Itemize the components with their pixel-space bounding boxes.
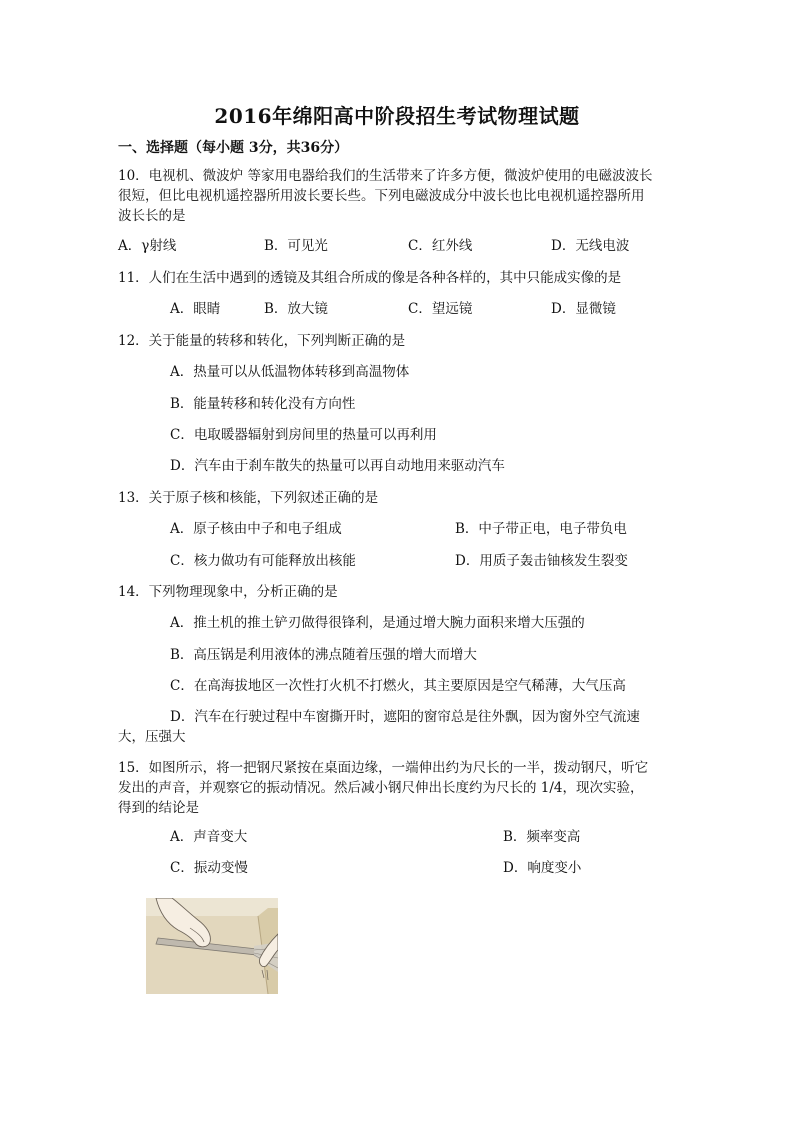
q13-option-c: C．核力做功有可能释放出核能 (170, 553, 356, 569)
page-title: 2016年绵阳高中阶段招生考试物理试题 (214, 104, 580, 128)
q10-option-c: C．红外线 (408, 238, 473, 254)
q11-option-b: B．放大镜 (264, 301, 328, 317)
q13-option-a: A．原子核由中子和电子组成 (170, 521, 342, 537)
q12-option-c: C．电取暖器辐射到房间里的热量可以再利用 (170, 427, 437, 443)
q11-stem: 11．人们在生活中遇到的透镜及其组合所成的像是各种各样的，其中只能成实像的是 (118, 270, 622, 286)
q15-option-d: D．响度变小 (503, 860, 582, 876)
q13-option-d: D．用质子轰击铀核发生裂变 (455, 553, 628, 569)
table-surface (146, 916, 268, 994)
q10-stem-line-3: 波长长的是 (118, 208, 186, 224)
q10-option-a: A．γ射线 (118, 238, 177, 254)
q10-option-d: D．无线电波 (551, 238, 630, 254)
ruler-vibration-illustration (146, 898, 278, 994)
q15-option-b: B．频率变高 (503, 829, 581, 845)
section-heading: 一、选择题（每小题 3分，共36分） (118, 140, 349, 156)
q14-option-b: B．高压锅是利用液体的沸点随着压强的增大而增大 (170, 647, 477, 663)
q10-option-b: B．可见光 (264, 238, 328, 254)
q12-option-a: A．热量可以从低温物体转移到高温物体 (170, 364, 410, 380)
q14-stem: 14．下列物理现象中，分析正确的是 (118, 584, 338, 600)
q14-option-c: C．在高海拔地区一次性打火机不打燃火，其主要原因是空气稀薄，大气压高 (170, 678, 626, 694)
q15-stem-line-3: 得到的结论是 (118, 800, 199, 816)
q12-stem: 12．关于能量的转移和转化，下列判断正确的是 (118, 333, 406, 349)
q10-stem-line-1: 10．电视机、微波炉 等家用电器给我们的生活带来了许多方便，微波炉使用的电磁波波长 (118, 168, 653, 184)
q11-option-c: C．望远镜 (408, 301, 473, 317)
q15-option-a: A．声音变大 (170, 829, 248, 845)
q13-option-b: B．中子带正电，电子带负电 (455, 521, 627, 537)
q14-option-d: D．汽车在行驶过程中车窗撕开时，遮阳的窗帘总是往外飘，因为窗外空气流速 (170, 709, 640, 725)
q12-option-b: B．能量转移和转化没有方向性 (170, 396, 356, 412)
q12-option-d: D．汽车由于刹车散失的热量可以再自动地用来驱动汽车 (170, 458, 505, 474)
q15-option-c: C．振动变慢 (170, 860, 248, 876)
q13-stem: 13．关于原子核和核能，下列叙述正确的是 (118, 490, 379, 506)
q15-stem-line-1: 15．如图所示，将一把钢尺紧按在桌面边缘，一端伸出约为尺长的一半，拨动钢尺，听它 (118, 760, 649, 776)
q14-option-d-continuation: 大，压强大 (118, 729, 186, 745)
q11-option-a: A．眼睛 (170, 301, 221, 317)
q15-stem-line-2: 发出的声音，并观察它的振动情况。然后减小钢尺伸出长度约为尺长的 1/4，现次实验， (118, 780, 644, 796)
q11-option-d: D．显微镜 (551, 301, 616, 317)
q10-stem-line-2: 很短，但比电视机遥控器所用波长要长些。下列电磁波成分中波长也比电视机遥控器所用 (118, 188, 645, 204)
q14-option-a: A．推土机的推土铲刃做得很锋利，是通过增大腕力面积来增大压强的 (170, 615, 585, 631)
